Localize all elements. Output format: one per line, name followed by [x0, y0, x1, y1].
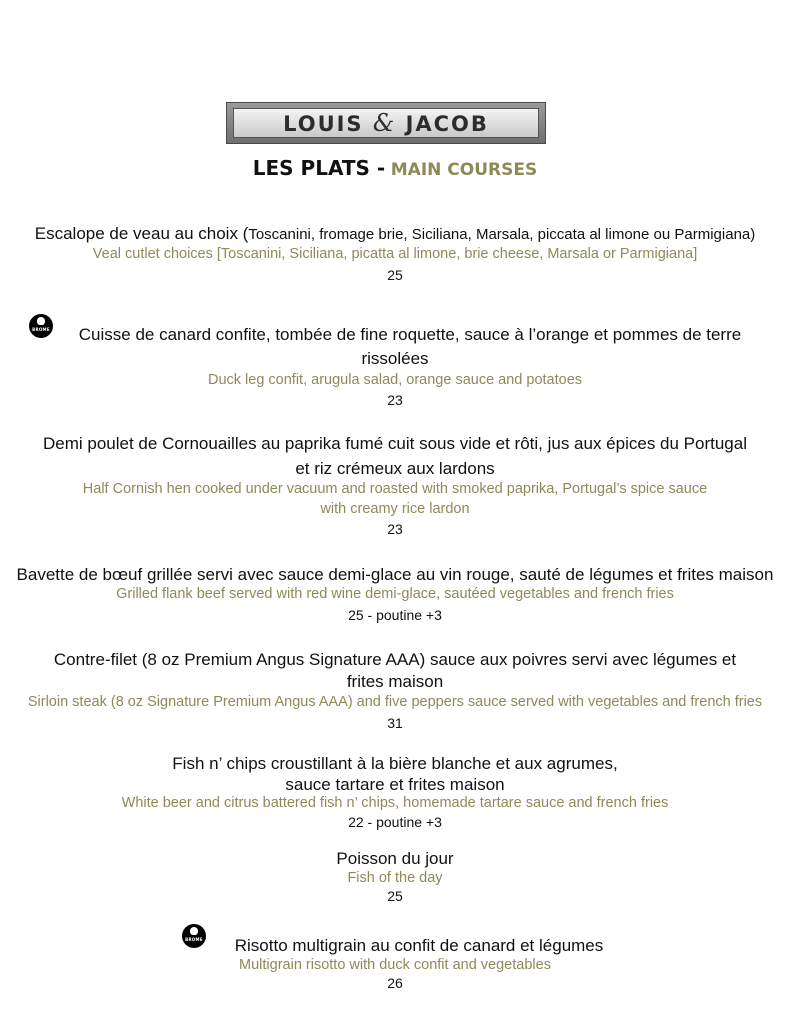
menu-item-hen-english-cont: with creamy rice lardon: [320, 501, 470, 517]
menu-item-sirloin-title: Contre-filet (8 oz Premium Angus Signature AAA) sauce aux poivres servi avec légumes et: [53, 650, 737, 669]
brome-duck-badge-icon: BROME: [182, 924, 206, 948]
menu-item-fish-chips-price: 22 - poutine +3: [348, 814, 442, 830]
menu-item-hen-english: Half Cornish hen cooked under vacuum and roasted with smoked paprika, Portugal’s spice sauce: [82, 481, 708, 497]
menu-item-fish-of-day-english: Fish of the day: [347, 870, 443, 886]
menu-item-sirloin-title-cont: frites maison: [346, 672, 444, 691]
menu-item-hen-title-cont: et riz crémeux aux lardons: [295, 459, 495, 478]
menu-item-bavette-title: Bavette de bœuf grillée servi avec sauce demi-glace au vin rouge, sauté de légumes et frites maison: [16, 565, 774, 584]
menu-item-fish-chips-title: Fish n’ chips croustillant à la bière blanche et aux agrumes,: [172, 754, 618, 773]
menu-item-sirloin-price: 31: [387, 715, 403, 731]
menu-item-fish-chips-english: White beer and citrus battered fish n’ chips, homemade tartare sauce and french fries: [121, 795, 669, 811]
menu-item-sirloin-english: Sirloin steak (8 oz Signature Premium Angus AAA) and five peppers sauce served with vegetables and french fries: [27, 694, 763, 710]
menu-item-fish-of-day-price: 25: [387, 888, 403, 904]
logo-text: LOUIS & JACOB: [283, 109, 489, 137]
menu-item-duck-title-cont: rissolées: [361, 349, 429, 368]
menu-item-risotto-title: Risotto multigrain au confit de canard et légumes: [234, 936, 604, 955]
menu-item-bavette-price: 25 - poutine +3: [348, 607, 442, 623]
fork-ampersand-icon: &: [372, 109, 397, 137]
menu-item-duck-english: Duck leg confit, arugula salad, orange sauce and potatoes: [207, 372, 583, 388]
restaurant-logo: [226, 102, 546, 144]
page-title: [0, 156, 790, 180]
menu-item-hen-title: Demi poulet de Cornouailles au paprika fumé cuit sous vide et rôti, jus aux épices du Portugal: [43, 434, 747, 453]
menu-item-duck-price: 23: [387, 392, 403, 408]
menu-item-fish-chips-title-cont: sauce tartare et frites maison: [285, 775, 505, 794]
menu-item-duck-title: Cuisse de canard confite, tombée de fine roquette, sauce à l’orange et pommes de terre: [78, 325, 742, 344]
logo-plate: [233, 108, 539, 138]
menu-item-bavette-english: Grilled flank beef served with red wine demi-glace, sautéed vegetables and french fries: [116, 586, 674, 602]
menu-item-risotto-english: Multigrain risotto with duck confit and vegetables: [239, 957, 551, 973]
title-english: MAIN COURSES: [390, 160, 538, 180]
menu-item-veal-title: Escalope de veau au choix (Toscanini, fromage brie, Siciliana, Marsala, piccata al limone ou Parmigiana): [34, 224, 756, 243]
menu-item-risotto-price: 26: [387, 975, 403, 991]
menu-item-hen-price: 23: [387, 521, 403, 537]
title-french: LES PLATS -: [252, 156, 386, 180]
menu-item-fish-of-day-title: Poisson du jour: [336, 849, 454, 868]
menu-item-veal-english: Veal cutlet choices [Toscanini, Siciliana, picatta al limone, brie cheese, Marsala or Parmigiana]: [92, 246, 698, 262]
brome-duck-badge-icon: BROME: [29, 314, 53, 338]
menu-item-veal-price: 25: [387, 267, 403, 283]
